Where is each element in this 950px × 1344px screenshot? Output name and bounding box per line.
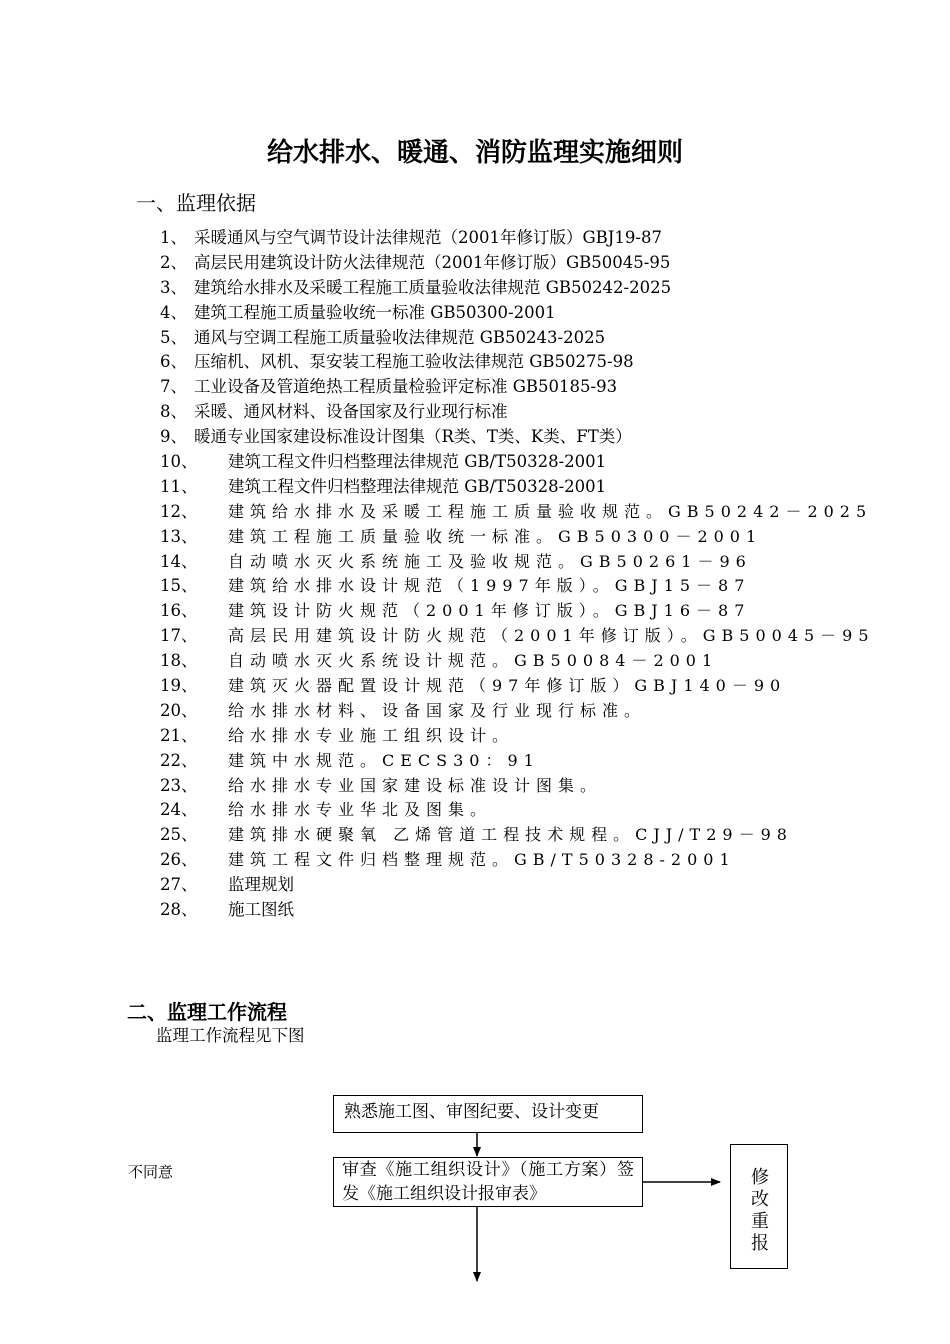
list-item-number: 23、 xyxy=(160,775,198,795)
list-item-number: 18、 xyxy=(160,651,198,671)
list-item-number: 6、 xyxy=(160,352,187,372)
list-item-number: 17、 xyxy=(160,626,198,646)
list-item-text: 建筑给水排水及采暖工程施工质量验收法律规范 GB50242-2025 xyxy=(194,277,672,297)
list-item-number: 8、 xyxy=(160,402,187,422)
list-item-text: 建筑灭火器配置设计规范（97年修订版）GBJ140－90 xyxy=(228,676,787,696)
list-item-text: 建筑排水硬聚氧 乙烯管道工程技术规程。CJJ/T29－98 xyxy=(228,825,793,845)
list-item-number: 21、 xyxy=(160,725,198,745)
workflow-intro: 监理工作流程见下图 xyxy=(156,1026,305,1045)
list-item-text: 给水排水专业国家建设标准设计图集。 xyxy=(228,775,603,795)
list-item-text: 自动喷水灭火系统设计规范。GB50084－2001 xyxy=(228,651,719,671)
list-item-text: 自动喷水灭火系统施工及验收规范。GB50261－96 xyxy=(228,551,752,571)
list-item-number: 4、 xyxy=(160,302,187,322)
list-item-number: 28、 xyxy=(160,900,198,920)
list-item-text: 工业设备及管道绝热工程质量检验评定标准 GB50185-93 xyxy=(194,377,618,397)
list-item-text: 建筑给水排水设计规范（1997年版）。GBJ15－87 xyxy=(228,576,751,596)
list-item-number: 19、 xyxy=(160,676,198,696)
list-item-text: 建筑工程施工质量验收统一标准 GB50300-2001 xyxy=(194,302,556,322)
list-item-number: 5、 xyxy=(160,327,187,347)
list-item-text: 给水排水专业施工组织设计。 xyxy=(228,725,515,745)
list-item-text: 采暖通风与空气调节设计法律规范（2001年修订版）GBJ19-87 xyxy=(194,228,662,247)
list-item-number: 9、 xyxy=(160,427,187,447)
list-item-text: 建筑工程文件归档整理法律规范 GB/T50328-2001 xyxy=(228,452,607,472)
list-item-number: 11、 xyxy=(160,476,198,496)
list-item-number: 7、 xyxy=(160,377,187,397)
list-item-number: 27、 xyxy=(160,875,198,895)
list-item-text: 监理规划 xyxy=(228,875,294,895)
list-item-text: 建筑工程文件归档整理法律规范 GB/T50328-2001 xyxy=(228,476,607,496)
flow-box-review: 审查《施工组织设计》（施工方案）签发《施工组织设计报审表》 xyxy=(333,1157,643,1207)
list-item-number: 20、 xyxy=(160,700,198,720)
list-item-text: 给水排水材料、设备国家及行业现行标准。 xyxy=(228,700,647,720)
list-item-text: 给水排水专业华北及图集。 xyxy=(228,800,493,820)
list-item-text: 建筑工程施工质量验收统一标准。GB50300－2001 xyxy=(228,526,763,546)
list-item-number: 13、 xyxy=(160,526,198,546)
list-item-number: 25、 xyxy=(160,825,198,845)
list-item-text: 高层民用建筑设计防火法律规范（2001年修订版）GB50045-95 xyxy=(194,252,671,272)
list-item-number: 22、 xyxy=(160,750,198,770)
list-item-number: 26、 xyxy=(160,850,198,870)
list-item-text: 采暖、通风材料、设备国家及行业现行标准 xyxy=(194,402,508,422)
list-item-text: 高层民用建筑设计防火规范（2001年修订版）。GB50045－95 xyxy=(228,626,875,646)
list-item-number: 12、 xyxy=(160,501,198,521)
list-item-number: 16、 xyxy=(160,601,198,621)
list-item-text: 建筑设计防火规范（2001年修订版）。GBJ16－87 xyxy=(228,601,751,621)
list-item-text: 施工图纸 xyxy=(228,900,294,920)
flow-box-familiarize: 熟悉施工图、审图纪要、设计变更 xyxy=(333,1095,643,1133)
list-item-text: 通风与空调工程施工质量验收法律规范 GB50243-2025 xyxy=(194,327,606,347)
flow-label-disagree: 不同意 xyxy=(128,1163,174,1181)
list-item-text: 建筑工程文件归档整理规范。GB/T50328-2001 xyxy=(228,850,736,870)
list-item-number: 3、 xyxy=(160,277,187,297)
list-item-number: 10、 xyxy=(160,452,198,472)
list-item-text: 暖通专业国家建设标准设计图集（R类、T类、K类、FT类） xyxy=(194,427,632,447)
list-item-number: 1、 xyxy=(160,228,187,247)
list-item-text: 建筑中水规范。CECS30：91 xyxy=(228,750,540,770)
list-item-text: 建筑给水排水及采暖工程施工质量验收规范。GB50242－2025 xyxy=(228,501,873,521)
list-item-number: 2、 xyxy=(160,252,187,272)
flow-box-resubmit: 修改重报 xyxy=(730,1144,788,1269)
list-item-number: 15、 xyxy=(160,576,198,596)
document-title: 给水排水、暖通、消防监理实施细则 xyxy=(266,138,683,168)
section-heading-workflow: 二、监理工作流程 xyxy=(127,1000,287,1024)
section-heading-basis: 一、监理依据 xyxy=(136,191,256,215)
list-item-number: 14、 xyxy=(160,551,198,571)
list-item-text: 压缩机、风机、泵安装工程施工验收法律规范 GB50275-98 xyxy=(194,352,634,372)
list-item-number: 24、 xyxy=(160,800,198,820)
